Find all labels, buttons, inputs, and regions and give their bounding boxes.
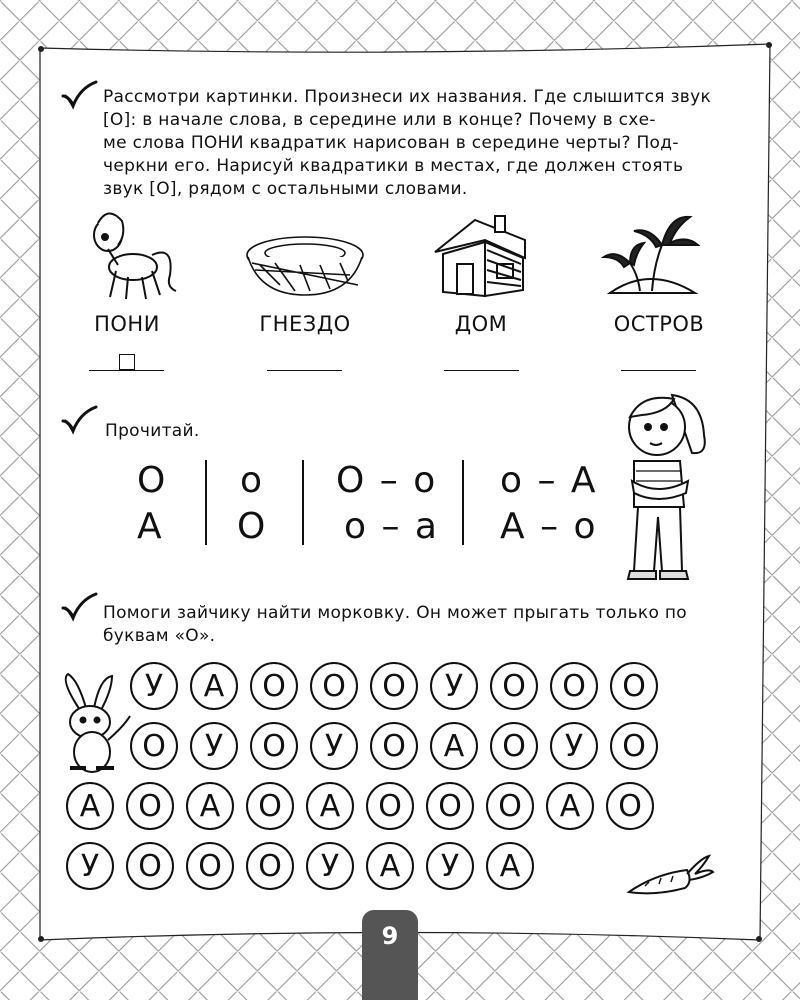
scheme-square-pony	[119, 354, 135, 370]
checkmark-icon	[60, 80, 98, 110]
read-cell: А	[137, 506, 164, 547]
maze-letter-circle[interactable]: О	[370, 722, 418, 770]
bunny-icon	[50, 670, 140, 775]
maze-letter-circle[interactable]: О	[550, 662, 598, 710]
column-divider	[205, 460, 207, 545]
read-cell: О – о	[336, 460, 438, 501]
page-number: 9	[381, 922, 399, 950]
pony-icon	[78, 205, 178, 305]
house-icon	[425, 210, 535, 300]
word-pony: ПОНИ	[94, 312, 160, 336]
scheme-line-house[interactable]	[444, 370, 519, 371]
maze-task-line-1: Помоги зайчику найти морковку. Он может прыгать только по	[103, 603, 687, 623]
boy-icon	[612, 385, 712, 585]
scheme-line-nest[interactable]	[267, 370, 342, 371]
sound-task-line-5: звук [О], рядом с остальными словами.	[103, 179, 468, 199]
maze-letter-circle[interactable]: О	[126, 782, 174, 830]
maze-letter-circle[interactable]: У	[550, 722, 598, 770]
island-icon	[600, 205, 700, 300]
checkmark-icon	[60, 405, 98, 435]
maze-letter-circle[interactable]: О	[126, 842, 174, 890]
maze-letter-circle[interactable]: А	[186, 782, 234, 830]
maze-letter-circle[interactable]: О	[606, 782, 654, 830]
maze-letter-circle[interactable]: У	[426, 842, 474, 890]
read-cell: А – о	[500, 506, 598, 547]
scheme-line-island[interactable]	[621, 370, 696, 371]
read-cell: О	[237, 506, 268, 547]
maze-letter-circle[interactable]: О	[250, 662, 298, 710]
maze-letter-circle[interactable]: А	[486, 842, 534, 890]
maze-letter-circle[interactable]: О	[610, 722, 658, 770]
maze-letter-circle[interactable]: О	[246, 842, 294, 890]
maze-letter-circle[interactable]: О	[250, 722, 298, 770]
maze-letter-circle[interactable]: О	[490, 722, 538, 770]
word-island: ОСТРОВ	[613, 312, 705, 336]
sound-task-line-4: черкни его. Нарисуй квадратики в местах, где должен стоять	[103, 156, 684, 176]
sound-task-line-3: ме слова ПОНИ квадратик нарисован в середине черты? Под-	[103, 133, 679, 153]
sound-task-line-1: Рассмотри картинки. Произнеси их названия. Где слышится звук	[103, 87, 712, 107]
maze-letter-circle[interactable]: О	[130, 722, 178, 770]
maze-letter-circle[interactable]: А	[430, 722, 478, 770]
maze-letter-circle[interactable]: У	[66, 842, 114, 890]
read-cell: о – А	[500, 460, 598, 501]
word-house: ДОМ	[454, 312, 508, 336]
read-cell: о	[240, 460, 265, 501]
nest-icon	[240, 225, 370, 300]
carrot-icon	[625, 852, 715, 902]
maze-letter-circle[interactable]: У	[430, 662, 478, 710]
maze-task-line-2: буквам «О».	[103, 626, 216, 646]
maze-letter-circle[interactable]: А	[66, 782, 114, 830]
maze-letter-circle[interactable]: У	[310, 722, 358, 770]
sound-task-line-2: [О]: в начале слова, в середине или в конце? Почему в схе-	[103, 110, 656, 130]
maze-letter-circle[interactable]: У	[190, 722, 238, 770]
maze-letter-circle[interactable]: А	[190, 662, 238, 710]
maze-letter-circle[interactable]: О	[610, 662, 658, 710]
maze-letter-circle[interactable]: О	[490, 662, 538, 710]
maze-letter-circle[interactable]: У	[130, 662, 178, 710]
maze-letter-circle[interactable]: О	[370, 662, 418, 710]
read-cell: О	[137, 460, 168, 501]
checkmark-icon	[60, 592, 98, 622]
word-nest: ГНЕЗДО	[259, 312, 351, 336]
read-instruction: Прочитай.	[105, 421, 200, 441]
maze-letter-circle[interactable]: О	[246, 782, 294, 830]
column-divider	[462, 460, 464, 545]
maze-letter-circle[interactable]: А	[366, 842, 414, 890]
read-cell: о – а	[344, 506, 439, 547]
maze-letter-circle[interactable]: А	[546, 782, 594, 830]
maze-letter-circle[interactable]: О	[486, 782, 534, 830]
maze-letter-circle[interactable]: А	[306, 782, 354, 830]
scheme-line-pony[interactable]	[89, 370, 164, 371]
maze-letter-circle[interactable]: О	[366, 782, 414, 830]
maze-letter-circle[interactable]: О	[426, 782, 474, 830]
column-divider	[302, 460, 304, 545]
maze-letter-circle[interactable]: О	[310, 662, 358, 710]
maze-letter-circle[interactable]: У	[306, 842, 354, 890]
maze-letter-circle[interactable]: О	[186, 842, 234, 890]
